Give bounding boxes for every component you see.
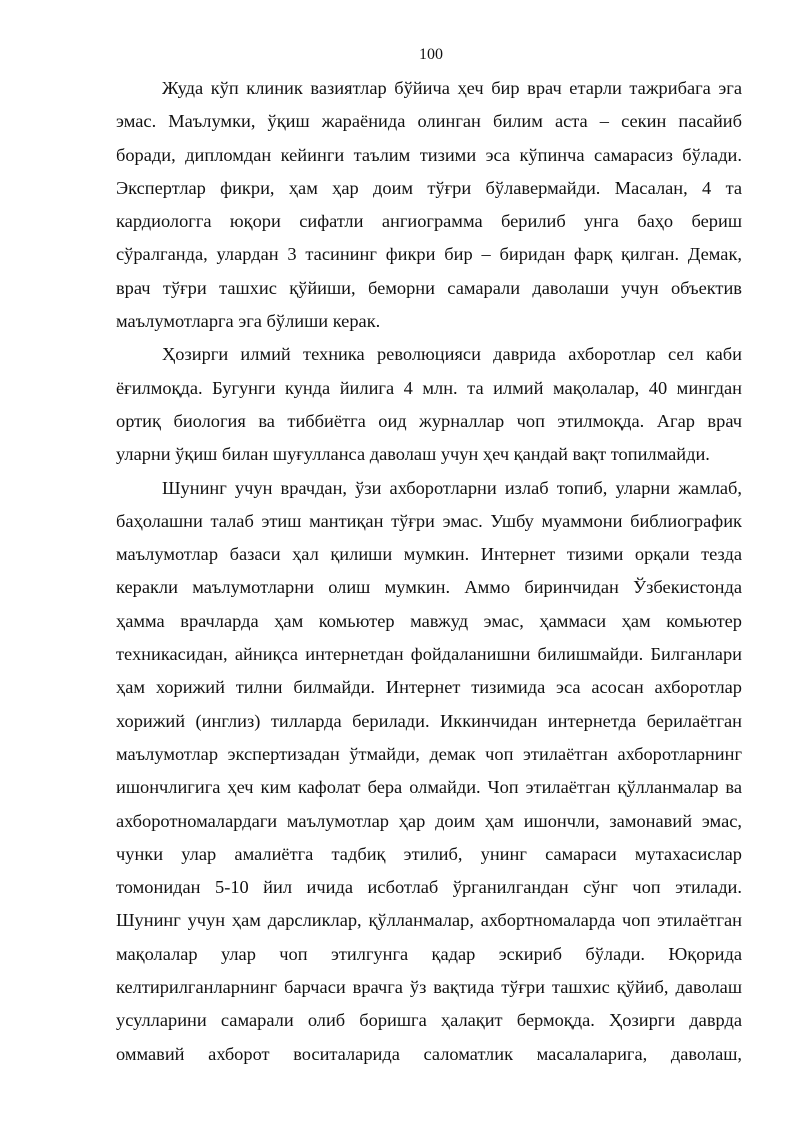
text-line: келтирилганларнинг барчаси врачга ўз вақтида тўғри ташхис қўйиб, даволаш: [116, 977, 742, 998]
text-line: Экспертлар фикри, ҳам ҳар доим тўғри бўлавермайди. Масалан, 4 та: [116, 177, 742, 198]
text-line: техникасидан, айниқса интернетдан фойдаланишни билишмайди. Билганлари: [116, 644, 742, 665]
text-line: ахборотномалардаги маълумотлар ҳар доим ҳам ишончли, замонавий эмас,: [116, 810, 742, 831]
text-line: мақолалар улар чоп этилгунга қадар эскириб бўлади. Юқорида: [116, 943, 742, 964]
page-number: 100: [419, 46, 443, 63]
text-line: усулларини самарали олиб боришга ҳалақит бермоқда. Ҳозирги даврда: [116, 1010, 742, 1031]
text-line: томонидан 5-10 йил ичида исботлаб ўрганилгандан сўнг чоп этилади.: [116, 877, 742, 898]
text-line: чунки улар амалиётга тадбиқ этилиб, унинг самараси мутахасислар: [116, 843, 742, 864]
text-line: маълумотларга эга бўлиши керак.: [116, 311, 381, 332]
text-line: эмас. Маълумки, ўқиш жараёнида олинган билим аста – секин пасайиб: [116, 111, 742, 132]
text-line: кардиологга юқори сифатли ангиограмма берилиб унга баҳо бериш: [116, 211, 742, 232]
text-line: ёғилмоқда. Бугунги кунда йилига 4 млн. та илмий мақолалар, 40 мингдан: [116, 377, 742, 398]
text-line: ишончлигига ҳеч ким кафолат бера олмайди. Чоп этилаётган қўлланмалар ва: [116, 777, 742, 798]
body-text: [116, 72, 742, 1071]
text-line: хорижий (инглиз) тилларда берилади. Иккинчидан интернетда берилаётган: [116, 710, 742, 731]
text-line: ҳам хорижий тилни билмайди. Интернет тизимида эса асосан ахборотлар: [116, 677, 742, 698]
text-line: боради, дипломдан кейинги таълим тизими эса кўпинча самарасиз бўлади.: [116, 144, 742, 165]
text-line: оммавий ахборот воситаларида саломатлик масалаларига, даволаш,: [116, 1043, 742, 1064]
text-line: ортиқ биология ва тиббиётга оид журналлар чоп этилмоқда. Агар врач: [116, 410, 742, 431]
text-line: Шунинг учун ҳам дарсликлар, қўлланмалар, ахбортномаларда чоп этилаётган: [116, 910, 742, 931]
text-line: маълумотлар экспертизадан ўтмайди, демак чоп этилаётган ахборотларнинг: [116, 743, 742, 764]
text-line: Ҳозирги илмий техника революцияси даврида ахборотлар сел каби: [162, 344, 742, 365]
text-line: маълумотлар базаси ҳал қилиши мумкин. Интернет тизими орқали тезда: [116, 544, 742, 565]
text-line: уларни ўқиш билан шуғулланса даволаш учун ҳеч қандай вақт топилмайди.: [116, 444, 710, 465]
text-line: Жуда кўп клиник вазиятлар бўйича ҳеч бир врач етарли тажрибага эга: [162, 78, 742, 98]
text-line: керакли маълумотларни олиш мумкин. Аммо биринчидан Ўзбекистонда: [116, 577, 742, 598]
text-line: сўралганда, улардан 3 тасининг фикри бир – биридан фарқ қилган. Демак,: [116, 244, 742, 265]
text-line: ҳамма врачларда ҳам комьютер мавжуд эмас, ҳаммаси ҳам комьютер: [116, 610, 742, 631]
text-line: баҳолашни талаб этиш мантиқан тўғри эмас. Ушбу муаммони библиографик: [116, 510, 742, 531]
text-line: врач тўғри ташхис қўйиши, беморни самарали даволаши учун объектив: [116, 277, 742, 298]
text-line: Шунинг учун врачдан, ўзи ахборотларни излаб топиб, уларни жамлаб,: [162, 477, 742, 498]
